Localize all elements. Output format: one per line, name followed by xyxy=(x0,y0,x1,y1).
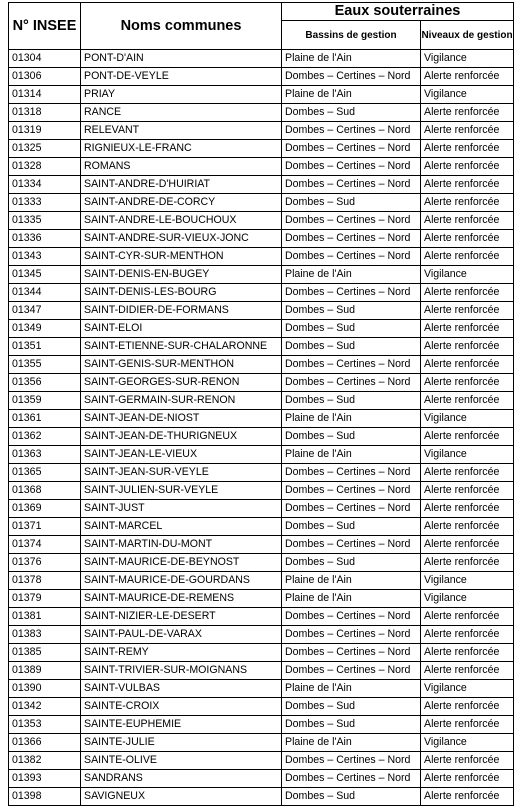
header-niveaux: Niveaux de gestion xyxy=(421,21,514,50)
bassin-cell: Dombes – Certines – Nord xyxy=(282,626,421,644)
insee-cell: 01381 xyxy=(9,608,81,626)
bassin-cell: Dombes – Certines – Nord xyxy=(282,68,421,86)
table-row xyxy=(9,788,514,806)
bassin-cell: Dombes – Certines – Nord xyxy=(282,500,421,518)
commune-name-cell: SAINT-MARCEL xyxy=(81,518,282,536)
niveau-cell: Alerte renforcée xyxy=(421,536,514,554)
bassin-cell: Dombes – Certines – Nord xyxy=(282,464,421,482)
niveau-cell: Vigilance xyxy=(421,680,514,698)
bassin-cell: Dombes – Sud xyxy=(282,338,421,356)
table-row xyxy=(9,104,514,122)
table-row xyxy=(9,770,514,788)
niveau-cell: Alerte renforcée xyxy=(421,374,514,392)
insee-cell: 01319 xyxy=(9,122,81,140)
table-row xyxy=(9,680,514,698)
niveau-cell: Alerte renforcée xyxy=(421,176,514,194)
niveau-cell: Vigilance xyxy=(421,266,514,284)
niveau-cell: Alerte renforcée xyxy=(421,140,514,158)
table-row xyxy=(9,500,514,518)
insee-cell: 01328 xyxy=(9,158,81,176)
niveau-cell: Alerte renforcée xyxy=(421,662,514,680)
insee-cell: 01378 xyxy=(9,572,81,590)
commune-name-cell: SAINT-JEAN-DE-THURIGNEUX xyxy=(81,428,282,446)
niveau-cell: Vigilance xyxy=(421,734,514,752)
niveau-cell: Alerte renforcée xyxy=(421,608,514,626)
insee-cell: 01382 xyxy=(9,752,81,770)
insee-cell: 01325 xyxy=(9,140,81,158)
bassin-cell: Dombes – Certines – Nord xyxy=(282,176,421,194)
insee-cell: 01374 xyxy=(9,536,81,554)
table-row xyxy=(9,86,514,104)
commune-name-cell: SAINT-NIZIER-LE-DESERT xyxy=(81,608,282,626)
bassin-cell: Plaine de l'Ain xyxy=(282,590,421,608)
bassin-cell: Plaine de l'Ain xyxy=(282,50,421,68)
commune-name-cell: SAVIGNEUX xyxy=(81,788,282,806)
insee-cell: 01342 xyxy=(9,698,81,716)
bassin-cell: Dombes – Sud xyxy=(282,428,421,446)
bassin-cell: Dombes – Certines – Nord xyxy=(282,374,421,392)
insee-cell: 01385 xyxy=(9,644,81,662)
insee-cell: 01359 xyxy=(9,392,81,410)
niveau-cell: Alerte renforcée xyxy=(421,104,514,122)
niveau-cell: Alerte renforcée xyxy=(421,644,514,662)
table-row xyxy=(9,482,514,500)
table-row xyxy=(9,284,514,302)
bassin-cell: Dombes – Certines – Nord xyxy=(282,770,421,788)
table-row xyxy=(9,626,514,644)
niveau-cell: Alerte renforcée xyxy=(421,338,514,356)
communes-table xyxy=(8,2,514,806)
commune-name-cell: SAINT-VULBAS xyxy=(81,680,282,698)
table-row xyxy=(9,644,514,662)
insee-cell: 01361 xyxy=(9,410,81,428)
commune-name-cell: SAINT-ETIENNE-SUR-CHALARONNE xyxy=(81,338,282,356)
niveau-cell: Vigilance xyxy=(421,86,514,104)
table-row xyxy=(9,536,514,554)
bassin-cell: Dombes – Sud xyxy=(282,320,421,338)
header-eaux-souterraines: Eaux souterraines xyxy=(282,3,514,21)
table-row xyxy=(9,230,514,248)
commune-name-cell: RIGNIEUX-LE-FRANC xyxy=(81,140,282,158)
bassin-cell: Dombes – Sud xyxy=(282,392,421,410)
bassin-cell: Dombes – Certines – Nord xyxy=(282,356,421,374)
insee-cell: 01351 xyxy=(9,338,81,356)
commune-name-cell: SAINT-PAUL-DE-VARAX xyxy=(81,626,282,644)
table-row xyxy=(9,590,514,608)
niveau-cell: Alerte renforcée xyxy=(421,356,514,374)
niveau-cell: Alerte renforcée xyxy=(421,158,514,176)
niveau-cell: Alerte renforcée xyxy=(421,284,514,302)
commune-name-cell: SAINT-TRIVIER-SUR-MOIGNANS xyxy=(81,662,282,680)
commune-name-cell: SANDRANS xyxy=(81,770,282,788)
table-row xyxy=(9,68,514,86)
table-row xyxy=(9,194,514,212)
commune-name-cell: SAINT-ANDRE-SUR-VIEUX-JONC xyxy=(81,230,282,248)
insee-cell: 01345 xyxy=(9,266,81,284)
table-row xyxy=(9,140,514,158)
commune-name-cell: PONT-DE-VEYLE xyxy=(81,68,282,86)
table-row xyxy=(9,518,514,536)
niveau-cell: Alerte renforcée xyxy=(421,428,514,446)
insee-cell: 01335 xyxy=(9,212,81,230)
bassin-cell: Plaine de l'Ain xyxy=(282,86,421,104)
table-row xyxy=(9,266,514,284)
bassin-cell: Dombes – Certines – Nord xyxy=(282,230,421,248)
bassin-cell: Plaine de l'Ain xyxy=(282,446,421,464)
insee-cell: 01355 xyxy=(9,356,81,374)
bassin-cell: Dombes – Sud xyxy=(282,194,421,212)
table-row xyxy=(9,464,514,482)
table-row xyxy=(9,662,514,680)
bassin-cell: Dombes – Sud xyxy=(282,698,421,716)
header-insee: N° INSEE xyxy=(9,3,81,50)
niveau-cell: Vigilance xyxy=(421,572,514,590)
table-row xyxy=(9,302,514,320)
commune-name-cell: ROMANS xyxy=(81,158,282,176)
commune-name-cell: SAINT-ANDRE-D'HUIRIAT xyxy=(81,176,282,194)
niveau-cell: Alerte renforcée xyxy=(421,392,514,410)
niveau-cell: Alerte renforcée xyxy=(421,230,514,248)
insee-cell: 01389 xyxy=(9,662,81,680)
niveau-cell: Vigilance xyxy=(421,590,514,608)
bassin-cell: Dombes – Certines – Nord xyxy=(282,482,421,500)
commune-name-cell: SAINT-REMY xyxy=(81,644,282,662)
insee-cell: 01356 xyxy=(9,374,81,392)
table-row xyxy=(9,320,514,338)
commune-name-cell: SAINT-ANDRE-DE-CORCY xyxy=(81,194,282,212)
niveau-cell: Vigilance xyxy=(421,50,514,68)
table-row xyxy=(9,698,514,716)
table-row xyxy=(9,158,514,176)
insee-cell: 01306 xyxy=(9,68,81,86)
niveau-cell: Alerte renforcée xyxy=(421,698,514,716)
commune-name-cell: SAINT-ANDRE-LE-BOUCHOUX xyxy=(81,212,282,230)
bassin-cell: Dombes – Certines – Nord xyxy=(282,608,421,626)
table-header xyxy=(9,3,514,50)
commune-name-cell: SAINT-JEAN-LE-VIEUX xyxy=(81,446,282,464)
bassin-cell: Dombes – Certines – Nord xyxy=(282,284,421,302)
niveau-cell: Alerte renforcée xyxy=(421,500,514,518)
bassin-cell: Dombes – Certines – Nord xyxy=(282,122,421,140)
insee-cell: 01390 xyxy=(9,680,81,698)
table-row xyxy=(9,356,514,374)
table-row xyxy=(9,50,514,68)
table-body xyxy=(9,50,514,806)
header-bassins: Bassins de gestion xyxy=(282,21,421,50)
table-row xyxy=(9,392,514,410)
table-row xyxy=(9,446,514,464)
commune-name-cell: SAINTE-JULIE xyxy=(81,734,282,752)
bassin-cell: Dombes – Sud xyxy=(282,554,421,572)
commune-name-cell: RANCE xyxy=(81,104,282,122)
table-row xyxy=(9,374,514,392)
bassin-cell: Dombes – Certines – Nord xyxy=(282,644,421,662)
table-row xyxy=(9,248,514,266)
commune-name-cell: SAINT-ELOI xyxy=(81,320,282,338)
commune-name-cell: SAINT-DIDIER-DE-FORMANS xyxy=(81,302,282,320)
insee-cell: 01314 xyxy=(9,86,81,104)
insee-cell: 01347 xyxy=(9,302,81,320)
commune-name-cell: SAINT-MAURICE-DE-GOURDANS xyxy=(81,572,282,590)
insee-cell: 01371 xyxy=(9,518,81,536)
table-row xyxy=(9,716,514,734)
niveau-cell: Alerte renforcée xyxy=(421,788,514,806)
table-row xyxy=(9,608,514,626)
insee-cell: 01334 xyxy=(9,176,81,194)
table-row xyxy=(9,734,514,752)
commune-name-cell: SAINT-GENIS-SUR-MENTHON xyxy=(81,356,282,374)
commune-name-cell: SAINT-GEORGES-SUR-RENON xyxy=(81,374,282,392)
insee-cell: 01353 xyxy=(9,716,81,734)
niveau-cell: Alerte renforcée xyxy=(421,554,514,572)
commune-name-cell: SAINTE-CROIX xyxy=(81,698,282,716)
niveau-cell: Alerte renforcée xyxy=(421,770,514,788)
niveau-cell: Alerte renforcée xyxy=(421,626,514,644)
bassin-cell: Dombes – Certines – Nord xyxy=(282,248,421,266)
table-row xyxy=(9,572,514,590)
bassin-cell: Dombes – Certines – Nord xyxy=(282,158,421,176)
table-row xyxy=(9,212,514,230)
insee-cell: 01363 xyxy=(9,446,81,464)
niveau-cell: Alerte renforcée xyxy=(421,320,514,338)
niveau-cell: Vigilance xyxy=(421,446,514,464)
commune-name-cell: SAINT-JEAN-SUR-VEYLE xyxy=(81,464,282,482)
commune-name-cell: SAINT-DENIS-LES-BOURG xyxy=(81,284,282,302)
bassin-cell: Dombes – Certines – Nord xyxy=(282,140,421,158)
insee-cell: 01383 xyxy=(9,626,81,644)
bassin-cell: Dombes – Certines – Nord xyxy=(282,536,421,554)
insee-cell: 01366 xyxy=(9,734,81,752)
commune-name-cell: RELEVANT xyxy=(81,122,282,140)
bassin-cell: Dombes – Certines – Nord xyxy=(282,212,421,230)
niveau-cell: Alerte renforcée xyxy=(421,752,514,770)
niveau-cell: Alerte renforcée xyxy=(421,248,514,266)
bassin-cell: Plaine de l'Ain xyxy=(282,266,421,284)
commune-name-cell: SAINTE-EUPHEMIE xyxy=(81,716,282,734)
bassin-cell: Plaine de l'Ain xyxy=(282,680,421,698)
table-row xyxy=(9,176,514,194)
niveau-cell: Alerte renforcée xyxy=(421,122,514,140)
insee-cell: 01362 xyxy=(9,428,81,446)
commune-name-cell: SAINT-MAURICE-DE-REMENS xyxy=(81,590,282,608)
niveau-cell: Alerte renforcée xyxy=(421,302,514,320)
bassin-cell: Dombes – Sud xyxy=(282,302,421,320)
bassin-cell: Plaine de l'Ain xyxy=(282,734,421,752)
insee-cell: 01333 xyxy=(9,194,81,212)
niveau-cell: Alerte renforcée xyxy=(421,194,514,212)
niveau-cell: Vigilance xyxy=(421,410,514,428)
niveau-cell: Alerte renforcée xyxy=(421,212,514,230)
insee-cell: 01379 xyxy=(9,590,81,608)
insee-cell: 01343 xyxy=(9,248,81,266)
commune-name-cell: PRIAY xyxy=(81,86,282,104)
niveau-cell: Alerte renforcée xyxy=(421,482,514,500)
niveau-cell: Alerte renforcée xyxy=(421,518,514,536)
bassin-cell: Dombes – Sud xyxy=(282,518,421,536)
niveau-cell: Alerte renforcée xyxy=(421,716,514,734)
commune-name-cell: SAINT-JUST xyxy=(81,500,282,518)
bassin-cell: Plaine de l'Ain xyxy=(282,410,421,428)
table-row xyxy=(9,428,514,446)
insee-cell: 01398 xyxy=(9,788,81,806)
commune-name-cell: PONT-D'AIN xyxy=(81,50,282,68)
bassin-cell: Dombes – Sud xyxy=(282,104,421,122)
niveau-cell: Alerte renforcée xyxy=(421,464,514,482)
commune-name-cell: SAINT-JULIEN-SUR-VEYLE xyxy=(81,482,282,500)
bassin-cell: Dombes – Certines – Nord xyxy=(282,752,421,770)
bassin-cell: Dombes – Sud xyxy=(282,788,421,806)
commune-name-cell: SAINT-DENIS-EN-BUGEY xyxy=(81,266,282,284)
table-row xyxy=(9,752,514,770)
insee-cell: 01368 xyxy=(9,482,81,500)
insee-cell: 01393 xyxy=(9,770,81,788)
niveau-cell: Alerte renforcée xyxy=(421,68,514,86)
commune-name-cell: SAINT-JEAN-DE-NIOST xyxy=(81,410,282,428)
commune-name-cell: SAINT-GERMAIN-SUR-RENON xyxy=(81,392,282,410)
insee-cell: 01318 xyxy=(9,104,81,122)
table-row xyxy=(9,122,514,140)
bassin-cell: Dombes – Sud xyxy=(282,716,421,734)
commune-name-cell: SAINT-MAURICE-DE-BEYNOST xyxy=(81,554,282,572)
table-row xyxy=(9,338,514,356)
insee-cell: 01365 xyxy=(9,464,81,482)
table-row xyxy=(9,554,514,572)
insee-cell: 01369 xyxy=(9,500,81,518)
table-row xyxy=(9,410,514,428)
insee-cell: 01304 xyxy=(9,50,81,68)
insee-cell: 01344 xyxy=(9,284,81,302)
insee-cell: 01349 xyxy=(9,320,81,338)
insee-cell: 01376 xyxy=(9,554,81,572)
insee-cell: 01336 xyxy=(9,230,81,248)
header-communes: Noms communes xyxy=(81,3,282,50)
commune-name-cell: SAINT-CYR-SUR-MENTHON xyxy=(81,248,282,266)
commune-name-cell: SAINT-MARTIN-DU-MONT xyxy=(81,536,282,554)
bassin-cell: Dombes – Certines – Nord xyxy=(282,662,421,680)
bassin-cell: Plaine de l'Ain xyxy=(282,572,421,590)
commune-name-cell: SAINTE-OLIVE xyxy=(81,752,282,770)
